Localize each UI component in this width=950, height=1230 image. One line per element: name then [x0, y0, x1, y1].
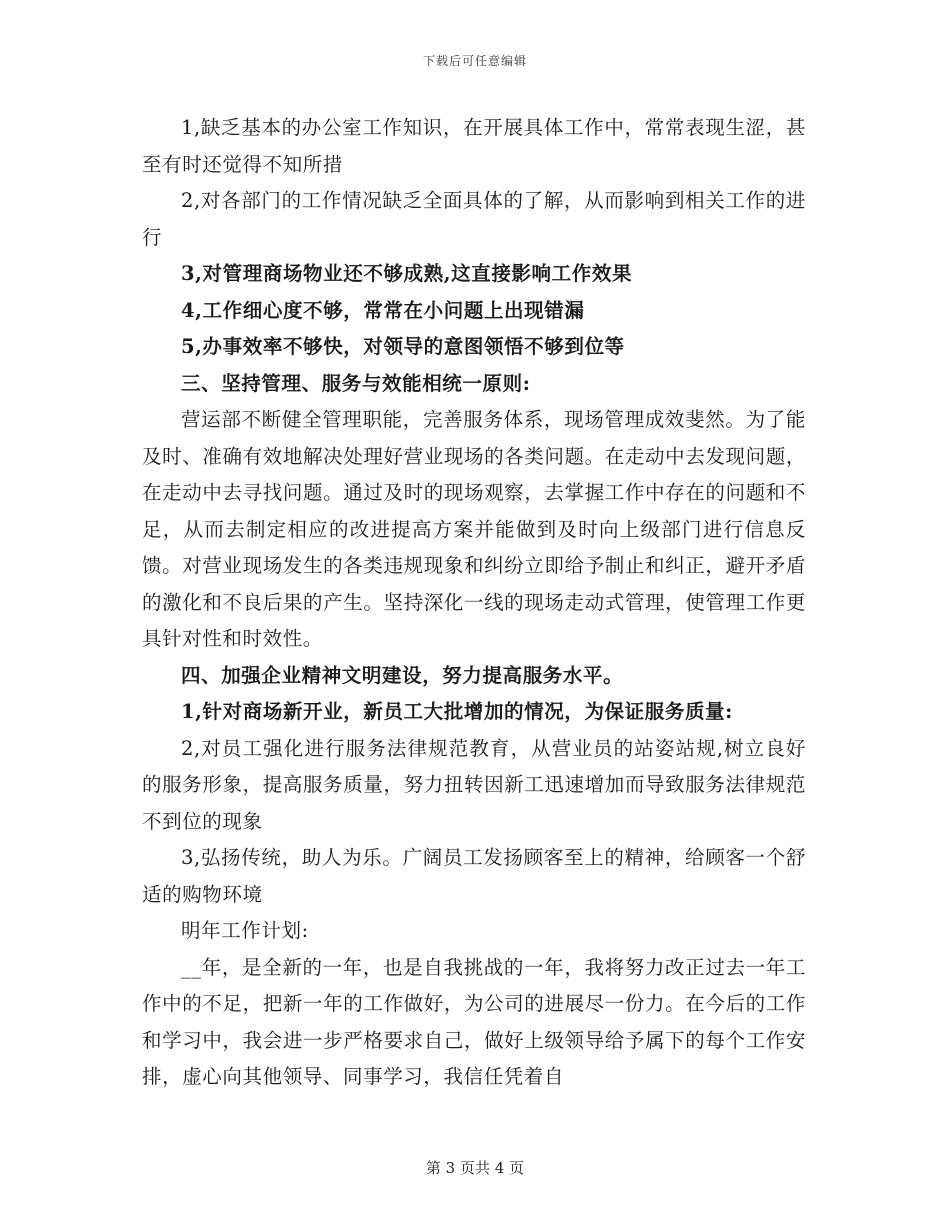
paragraph-4: 4,工作细心度不够，常常在小问题上出现错漏 — [181, 298, 585, 322]
document-body — [142, 110, 806, 1096]
paragraph-7: 1,针对商场新开业，新员工大批增加的情况，为保证服务质量: — [181, 700, 733, 723]
paragraph-10: __年，是全新的一年，也是自我挑战的一年，我将努力改正过去一年工作中的不足，把新一年的工作做好，为公司的进展尽一份力。在今后的工作和学习中，我会进一步严格要求自己，做好上级领导给予属下的每个工作安排，虚心向其他领导、同事学习，我信任凭着自 — [142, 955, 806, 1088]
paragraph-3: 3,对管理商场物业还不够成熟,这直接影响工作效果 — [181, 262, 633, 285]
section-heading-3: 三、坚持管理、服务与效能相统一原则: — [181, 371, 531, 395]
page-footer: 第 3 页共 4 页 — [425, 1159, 525, 1177]
paragraph-6: 营运部不断健全管理职能，完善服务体系，现场管理成效斐然。为了能及时、准确有效地解决处理好营业现场的各类问题。在走动中去发现问题，在走动中去寻找问题。通过及时的现场观察，去掌握工作中存在的问题和不足，从而去制定相应的改进提高方案并能做到及时向上级部门进行信息反馈。对营业现场发生的各类违规现象和纠纷立即给予制止和纠正，避开矛盾的激化和不良后果的产生。坚持深化一线的现场走动式管理，使管理工作更具针对性和时效性。 — [142, 408, 806, 650]
page-header: 下载后可任意编辑 — [422, 54, 527, 68]
paragraph-5: 5,办事效率不够快，对领导的意图领悟不够到位等 — [181, 335, 625, 358]
paragraph-1: 1,缺乏基本的办公室工作知识，在开展具体工作中，常常表现生涩，甚至有时还觉得不知所措 — [142, 116, 806, 176]
section-heading-4: 四、加强企业精神文明建设，努力提高服务水平。 — [181, 663, 624, 687]
paragraph-9: 3,弘扬传统，助人为乐。广阔员工发扬顾客至上的精神，给顾客一个舒适的购物环境 — [142, 846, 806, 906]
plan-heading: 明年工作计划: — [181, 919, 309, 942]
paragraph-8: 2,对员工强化进行服务法律规范教育，从营业员的站姿站规,树立良好的服务形象，提高服务质量，努力扭转因新工迅速增加而导致服务法律规范不到位的现象 — [142, 736, 806, 833]
paragraph-2: 2,对各部门的工作情况缺乏全面具体的了解，从而影响到相关工作的进行 — [142, 189, 806, 249]
